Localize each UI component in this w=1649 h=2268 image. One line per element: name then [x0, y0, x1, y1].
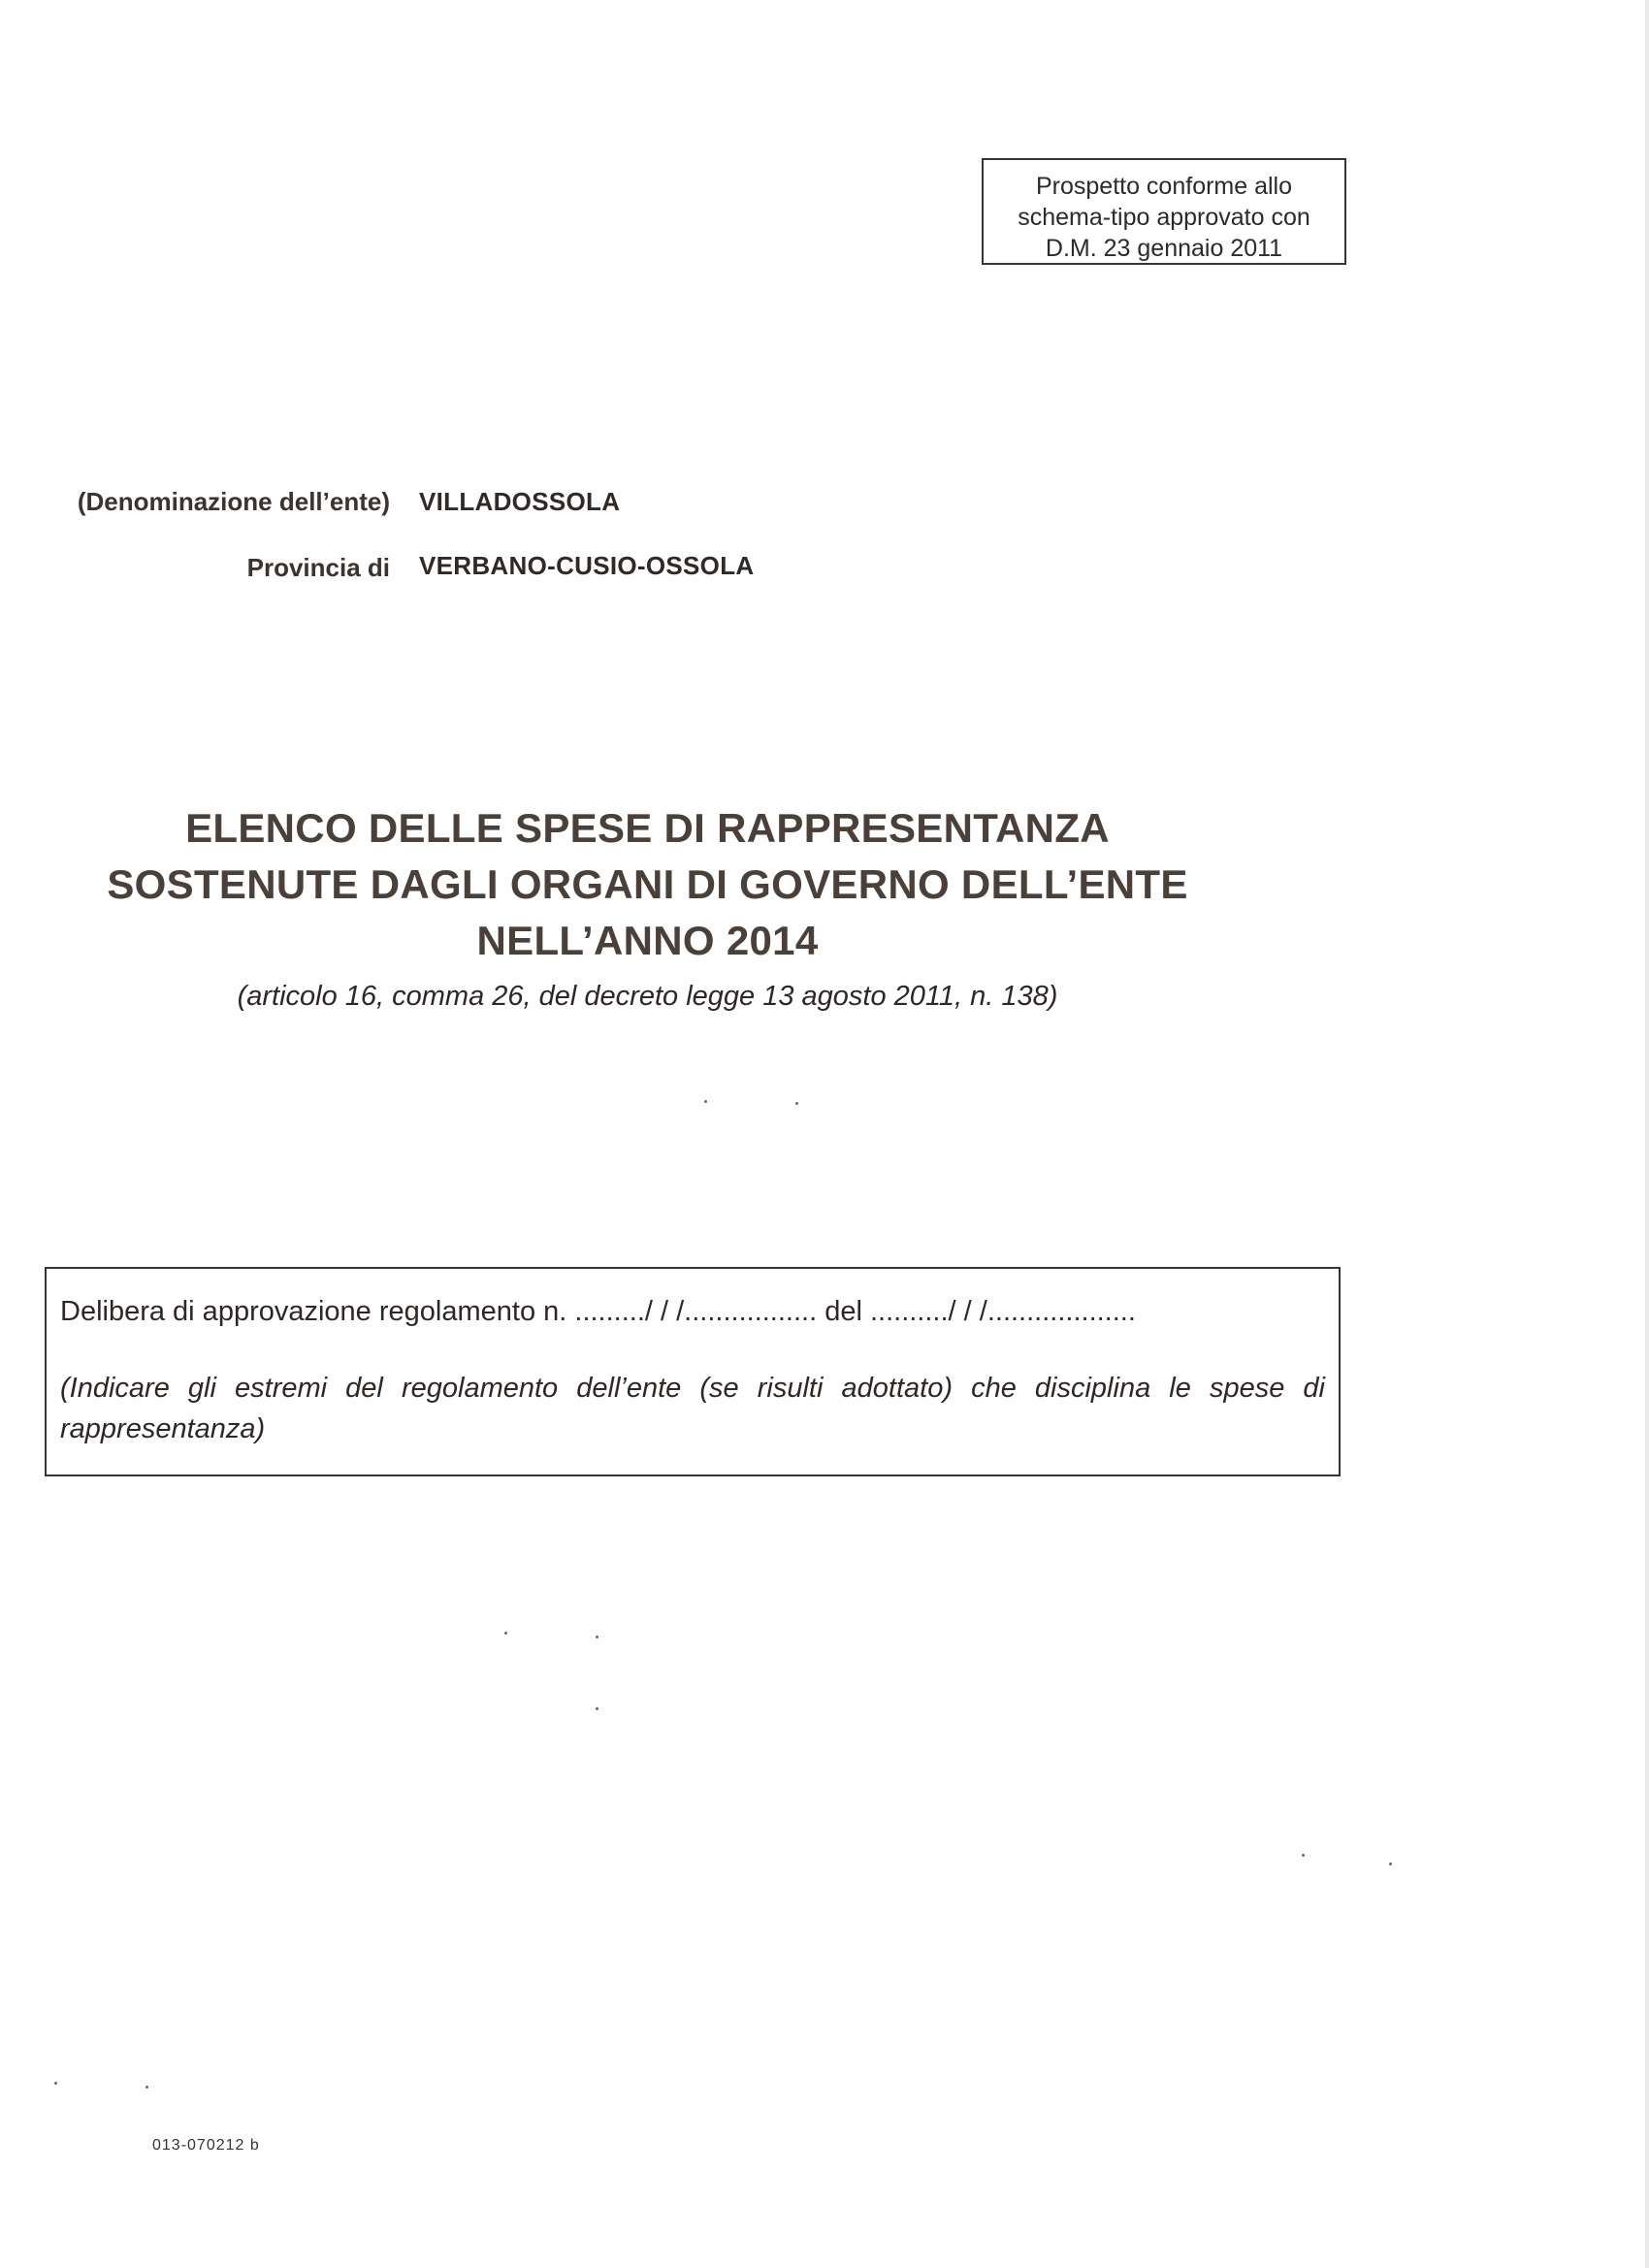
denominazione-label: (Denominazione dell’ente): [77, 487, 390, 516]
conformity-notice-box: [982, 158, 1346, 265]
conformity-line-3: D.M. 23 gennaio 2011: [1045, 235, 1283, 262]
document-title-block: [58, 800, 1237, 1013]
scan-speck: [1302, 1854, 1305, 1857]
delibera-instructions: (Indicare gli estremi del regolamento dell’ente (se risulti adottato) che disciplina le spese di rappresentanza): [60, 1373, 1325, 1444]
delibera-box: [45, 1267, 1341, 1476]
conformity-line-1: Prospetto conforme allo: [1035, 173, 1293, 200]
title-line-1: ELENCO DELLE SPESE DI RAPPRESENTANZA: [185, 805, 1110, 851]
scan-speck: [795, 1102, 798, 1105]
denominazione-value: VILLADOSSOLA: [419, 487, 621, 516]
delibera-approval-line: Delibera di approvazione regolamento n. ........./ / /................. del ........../ / /...................: [60, 1296, 1136, 1327]
footer-form-code: 013-070212 b: [152, 2137, 260, 2154]
scan-speck: [54, 2082, 57, 2085]
scan-edge: [1645, 0, 1649, 2268]
provincia-label: Provincia di: [246, 553, 390, 582]
scan-speck: [596, 1707, 598, 1710]
title-line-2: SOSTENUTE DAGLI ORGANI DI GOVERNO DELL’ENTE: [107, 861, 1188, 907]
provincia-value: VERBANO-CUSIO-OSSOLA: [419, 551, 755, 580]
scan-speck: [146, 2086, 148, 2089]
scan-speck: [596, 1636, 598, 1638]
title-line-3: NELL’ANNO 2014: [476, 918, 819, 963]
conformity-line-2: schema-tipo approvato con: [1018, 204, 1310, 231]
scan-speck: [504, 1632, 507, 1635]
scan-speck: [704, 1100, 707, 1103]
legal-reference-subtitle: (articolo 16, comma 26, del decreto legge 13 agosto 2011, n. 138): [237, 981, 1058, 1012]
scan-speck: [1389, 1863, 1392, 1865]
